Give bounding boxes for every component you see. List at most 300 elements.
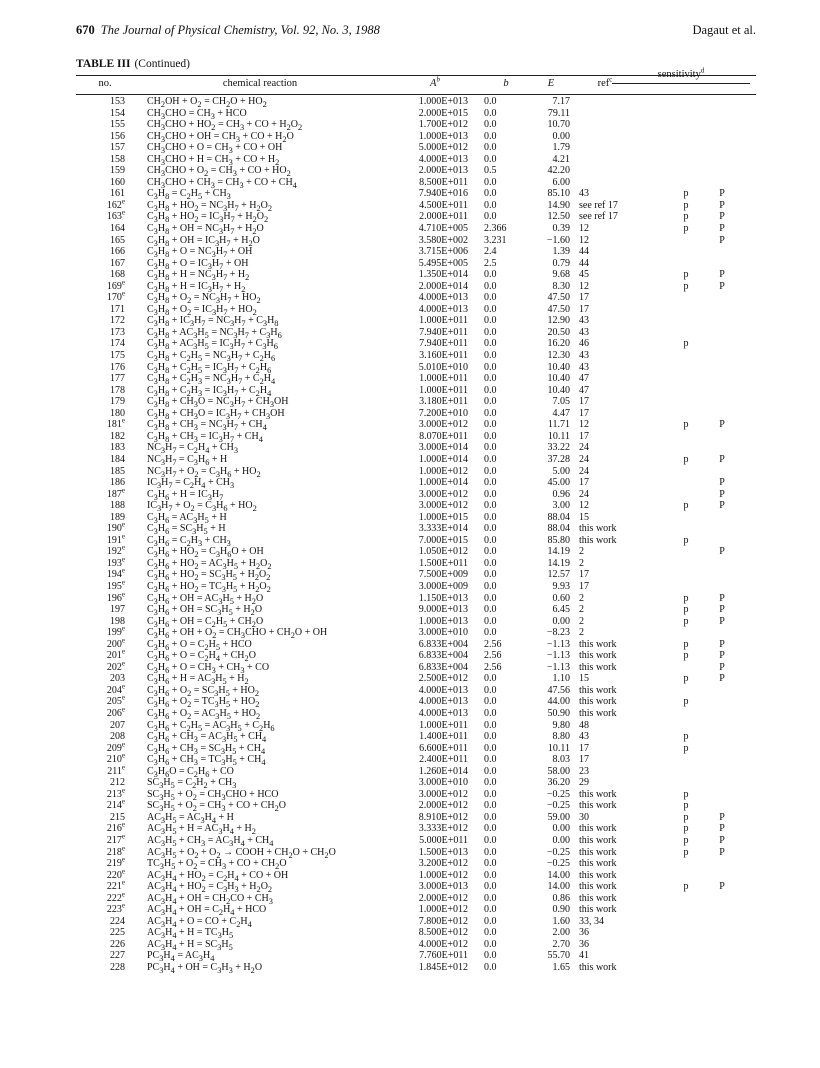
pre-exponential-A: 3.000E+010 — [418, 627, 468, 639]
activation-energy-E: 6.00 — [552, 176, 570, 188]
reference: 43 — [579, 188, 589, 200]
reaction-number: 176 — [110, 361, 125, 373]
reaction-equation: $SC_3H_5 = C_2H_2 + CH_3$ — [147, 777, 237, 791]
table-row — [0, 223, 820, 235]
reaction-number: 216e — [106, 821, 125, 835]
pre-exponential-A: 1.000E+011 — [419, 384, 468, 396]
temperature-exponent-b: 0.0 — [484, 569, 497, 581]
sensitivity-P: P — [719, 477, 725, 489]
reaction-number: 218e — [106, 844, 125, 858]
reaction-number: 200e — [106, 636, 125, 650]
reaction-equation: $NC_3H_7 = C_3H_6 + H$ — [147, 453, 228, 467]
sensitivity-p: p — [683, 188, 689, 200]
table-row — [0, 131, 820, 143]
pre-exponential-A: 1.000E+013 — [418, 130, 468, 142]
reaction-number: 181e — [106, 416, 125, 431]
reference: 46 — [579, 338, 589, 350]
col-header-no: no. — [98, 78, 112, 89]
temperature-exponent-b: 0.0 — [484, 511, 497, 523]
reaction-number: 199e — [106, 624, 125, 639]
reaction-number: 211e — [107, 763, 125, 777]
reference: this work — [579, 881, 617, 893]
temperature-exponent-b: 0.0 — [484, 927, 497, 939]
reaction-equation: $C_3H_6 = SC_3H_5 + H$ — [147, 523, 226, 537]
reaction-equation: $C_3H_8 + O_2 = IC_3H_7 + HO_2$ — [147, 303, 257, 317]
reaction-number: 198 — [110, 615, 125, 627]
pre-exponential-A: 1.000E+012 — [418, 904, 468, 916]
sensitivity-P: P — [719, 823, 725, 835]
activation-energy-E: 11.71 — [547, 419, 570, 431]
pre-exponential-A: 1.500E+013 — [418, 846, 468, 858]
sensitivity-p: p — [683, 269, 689, 281]
reaction-number: 173 — [110, 326, 125, 338]
reaction-number: 196e — [106, 590, 125, 604]
pre-exponential-A: 7.940E+011 — [419, 338, 468, 350]
pre-exponential-A: 1.845E+012 — [418, 962, 468, 974]
reaction-equation: $IC_3H_7 + O_2 = C_3H_6 + HO_2$ — [147, 500, 257, 514]
reference: 23 — [579, 765, 589, 777]
sensitivity-P: P — [719, 592, 725, 604]
reference: 47 — [579, 384, 589, 396]
activation-energy-E: 0.96 — [552, 488, 570, 500]
sensitivity-P: P — [719, 638, 725, 650]
activation-energy-E: 1.10 — [552, 673, 570, 685]
table-row — [0, 500, 820, 512]
temperature-exponent-b: 0.0 — [484, 719, 497, 731]
reference: 17 — [579, 407, 589, 419]
reaction-number: 154 — [110, 107, 125, 119]
activation-energy-E: 79.11 — [547, 107, 570, 119]
temperature-exponent-b: 0.5 — [484, 165, 497, 177]
temperature-exponent-b: 0.0 — [484, 673, 497, 685]
reaction-number: 225 — [110, 927, 125, 939]
reaction-number: 193e — [106, 555, 125, 569]
sensitivity-p: p — [683, 604, 689, 616]
reaction-number: 174 — [110, 338, 125, 350]
reaction-equation: $CH_3CHO$ + OH = $CH_3$ + CO + $H_2O$ — [147, 130, 294, 144]
temperature-exponent-b: 0.0 — [484, 361, 497, 373]
activation-energy-E: 3.00 — [552, 500, 570, 512]
temperature-exponent-b: 0.0 — [484, 684, 497, 696]
reaction-number: 195e — [106, 578, 125, 592]
temperature-exponent-b: 0.0 — [484, 280, 497, 292]
reaction-number: 213e — [106, 786, 125, 800]
reference: 17 — [579, 292, 589, 304]
pre-exponential-A: 8.070E+011 — [419, 430, 468, 442]
reaction-number: 160 — [110, 176, 125, 188]
sensitivity-p: p — [683, 280, 689, 292]
sensitivity-p: p — [683, 788, 689, 800]
sensitivity-p: p — [683, 534, 689, 546]
reaction-number: 159 — [110, 165, 125, 177]
reference: this work — [579, 788, 617, 800]
reference: this work — [579, 650, 617, 662]
reaction-number: 226 — [110, 938, 125, 950]
temperature-exponent-b: 0.0 — [484, 211, 497, 223]
activation-energy-E: 88.04 — [547, 523, 570, 535]
reaction-equation: $C_3H_8$ + OH = $IC_3H_7 + H_2O$ — [147, 234, 260, 248]
sensitivity-P: P — [719, 211, 725, 223]
activation-energy-E: 12.50 — [547, 211, 570, 223]
sensitivity-P: P — [719, 188, 725, 200]
activation-energy-E: 33.22 — [547, 442, 570, 454]
reaction-equation: $C_3H_6O = C_2H_6$ + CO — [147, 765, 234, 779]
temperature-exponent-b: 0.0 — [484, 950, 497, 962]
temperature-exponent-b: 0.0 — [484, 488, 497, 500]
pre-exponential-A: 3.715E+006 — [418, 246, 468, 258]
col-header-A — [400, 75, 470, 92]
activation-energy-E: 36.20 — [547, 777, 570, 789]
pre-exponential-A: 3.000E+010 — [418, 777, 468, 789]
reference: 2 — [579, 592, 584, 604]
reference: 48 — [579, 719, 589, 731]
sensitivity-P: P — [719, 500, 725, 512]
reaction-equation: $C_3H_6 + O_2 = TC_3H_5 + HO_2$ — [147, 696, 260, 710]
table-row — [0, 466, 820, 478]
sensitivity-P: P — [719, 223, 725, 235]
activation-energy-E: 0.86 — [552, 892, 570, 904]
reaction-equation: $C_3H_6$ + OH + $O_2 = CH_3CHO + CH_2O$ + OH — [147, 627, 328, 641]
temperature-exponent-b: 0.0 — [484, 315, 497, 327]
activation-energy-E: 2.00 — [552, 927, 570, 939]
temperature-exponent-b: 0.0 — [484, 442, 497, 454]
reference: this work — [579, 707, 617, 719]
reaction-equation: $C_3H_6 + C_2H_5 = AC_3H_5 + C_2H_6$ — [147, 719, 275, 733]
activation-energy-E: 7.17 — [552, 96, 570, 107]
activation-energy-E: 2.70 — [552, 938, 570, 950]
pre-exponential-A: 4.000E+013 — [418, 696, 468, 708]
reaction-equation: $AC_3H_5 + O_2 + O_2$ → COOH + $CH_2O + CH_2O$ — [147, 846, 336, 860]
reaction-number: 207 — [110, 719, 125, 731]
reference: 29 — [579, 777, 589, 789]
reaction-equation: $AC_3H_4 + H = TC_3H_5$ — [147, 927, 234, 941]
reaction-number: 202e — [106, 659, 125, 673]
table-row — [0, 235, 820, 247]
activation-energy-E: 9.68 — [552, 269, 570, 281]
pre-exponential-A: 4.000E+013 — [418, 303, 468, 315]
pre-exponential-A: 7.940E+016 — [418, 188, 468, 200]
reference: 12 — [579, 280, 589, 292]
sensitivity-p: p — [683, 453, 689, 465]
reference: see ref 17 — [579, 199, 618, 211]
table-row — [0, 720, 820, 732]
reaction-number: 158 — [110, 153, 125, 165]
reference: 17 — [579, 303, 589, 315]
temperature-exponent-b: 0.0 — [484, 523, 497, 535]
table-row — [0, 659, 820, 675]
reaction-equation: $PC_3H_4 = AC_3H_4$ — [147, 950, 215, 964]
pre-exponential-A: 1.050E+012 — [418, 546, 468, 558]
table-row — [0, 362, 820, 374]
pre-exponential-A: 7.200E+010 — [418, 407, 468, 419]
table-row — [0, 338, 820, 350]
reaction-number: 179 — [110, 396, 125, 408]
activation-energy-E: 42.20 — [547, 165, 570, 177]
pre-exponential-A: 7.940E+011 — [419, 326, 468, 338]
reaction-equation: $C_3H_6 + CH_3 = TC_3H_5 + CH_4$ — [147, 754, 266, 768]
reaction-number: 172 — [110, 315, 125, 327]
reaction-number: 209e — [106, 740, 125, 754]
reaction-number: 185 — [110, 465, 125, 477]
reference: this work — [579, 638, 617, 650]
temperature-exponent-b: 2.56 — [484, 650, 502, 662]
sensitivity-P: P — [719, 615, 725, 627]
pre-exponential-A: 3.000E+012 — [418, 488, 468, 500]
reaction-equation: $C_3H_6 + O_2 = SC_3H_5 + HO_2$ — [147, 684, 260, 698]
sensitivity-P: P — [719, 881, 725, 893]
sensitivity-P: P — [719, 811, 725, 823]
reference: 12 — [579, 223, 589, 235]
reference: 17 — [579, 477, 589, 489]
reaction-number: 161 — [110, 188, 125, 200]
reference: 17 — [579, 754, 589, 766]
pre-exponential-A: 6.833E+004 — [418, 650, 468, 662]
reaction-number: 165 — [110, 234, 125, 246]
pre-exponential-A: 4.500E+011 — [419, 199, 468, 211]
reaction-equation: $AC_3H_4 + HO_2 = C_2H_4$ + CO + OH — [147, 869, 289, 883]
reference: this work — [579, 962, 617, 974]
pre-exponential-A: 6.833E+004 — [418, 638, 468, 650]
reaction-number: 171 — [110, 303, 125, 315]
pre-exponential-A: 7.000E+015 — [418, 534, 468, 546]
reaction-equation: $CH_3CHO + HO_2 = CH_3$ + CO + $H_2O_2$ — [147, 119, 303, 133]
reaction-equation: $C_3H_6 + O = CH_3 + CH_3$ + CO — [147, 661, 270, 675]
pre-exponential-A: 5.010E+010 — [418, 361, 468, 373]
table-row — [0, 211, 820, 223]
pre-exponential-A: 3.000E+012 — [418, 500, 468, 512]
reaction-equation: $C_3H_8 + IC_3H_7 = NC_3H_7 + C_3H_8$ — [147, 315, 279, 329]
pre-exponential-A: 3.000E+009 — [418, 580, 468, 592]
reaction-equation: $C_3H_8 + C_2H_3 = IC_3H_7 + C_2H_4$ — [147, 384, 272, 398]
reference: 43 — [579, 731, 589, 743]
temperature-exponent-b: 0.0 — [484, 96, 497, 107]
reaction-equation: $C_3H_8 + AC_3H_5 = IC_3H_7 + C_3H_6$ — [147, 338, 278, 352]
activation-energy-E: 0.00 — [552, 130, 570, 142]
sensitivity-P: P — [719, 846, 725, 858]
activation-energy-E: 55.70 — [547, 950, 570, 962]
reaction-equation: $AC_3H_5 + CH_3 = AC_3H_4 + CH_4$ — [147, 835, 274, 848]
col-header-ref-sup: c — [609, 75, 613, 84]
pre-exponential-A: 3.180E+011 — [419, 396, 468, 408]
pre-exponential-A: 1.350E+014 — [418, 269, 468, 281]
reaction-number: 184 — [110, 453, 125, 465]
pre-exponential-A: 1.000E+011 — [419, 315, 468, 327]
reaction-equation: $CH_3CHO + CH_3 = CH_3$ + CO + $CH_4$ — [147, 176, 297, 190]
reaction-number: 175 — [110, 350, 125, 362]
temperature-exponent-b: 0.0 — [484, 869, 497, 881]
table-row — [0, 705, 820, 721]
table-title — [76, 58, 190, 70]
temperature-exponent-b: 0.0 — [484, 754, 497, 766]
reaction-number: 153 — [110, 96, 125, 107]
running-authors: Dagaut et al. — [692, 23, 756, 37]
reaction-number: 206e — [106, 705, 125, 719]
reaction-equation: $C_3H_6 + O = C_2H_4 + CH_2O$ — [147, 650, 256, 664]
activation-energy-E: 8.03 — [552, 754, 570, 766]
pre-exponential-A: 4.000E+013 — [418, 153, 468, 165]
pre-exponential-A: 6.833E+004 — [418, 661, 468, 673]
reference: see ref 17 — [579, 211, 618, 223]
sensitivity-P: P — [719, 835, 725, 846]
col-header-sensitivity — [612, 66, 750, 83]
reaction-equation: $AC_3H_4 + O$ = CO + $C_2H_4$ — [147, 915, 252, 929]
table-row — [0, 258, 820, 270]
table-row — [0, 604, 820, 616]
activation-energy-E: 9.93 — [552, 580, 570, 592]
reaction-number: 208 — [110, 731, 125, 743]
sensitivity-p: p — [683, 500, 689, 512]
pre-exponential-A: 1.000E+013 — [418, 96, 468, 107]
pre-exponential-A: 4.000E+013 — [418, 707, 468, 719]
reference: 17 — [579, 430, 589, 442]
reference: 36 — [579, 938, 589, 950]
reference: this work — [579, 523, 617, 535]
table-row — [0, 327, 820, 339]
table-row — [0, 373, 820, 385]
activation-energy-E: 20.50 — [547, 326, 570, 338]
reaction-equation: $C_3H_6 + O = C_2H_5$ + HCO — [147, 638, 252, 652]
reference: 24 — [579, 465, 589, 477]
reaction-equation: $C_3H_8 + H = IC_3H_7 + H_2$ — [147, 280, 246, 294]
reaction-equation: $AC_3H_4 + HO_2 = C_3H_3 + H_2O_2$ — [147, 881, 273, 895]
reference: 17 — [579, 569, 589, 581]
col-header-sensitivity-sup: d — [700, 66, 705, 75]
temperature-exponent-b: 2.5 — [484, 257, 497, 269]
pre-exponential-A: 1.400E+011 — [419, 731, 468, 743]
pre-exponential-A: 2.000E+013 — [418, 165, 468, 177]
reaction-number: 194e — [106, 567, 125, 581]
table-row — [0, 385, 820, 397]
reference: this work — [579, 892, 617, 904]
activation-energy-E: 47.50 — [547, 292, 570, 304]
reaction-equation: $C_3H_6 + CH_3 = AC_3H_5 + CH_4$ — [147, 731, 267, 745]
pre-exponential-A: 4.710E+005 — [418, 223, 468, 235]
pre-exponential-A: 1.500E+011 — [419, 557, 468, 569]
pre-exponential-A: 1.000E+014 — [418, 477, 468, 489]
sensitivity-p: p — [683, 742, 689, 754]
temperature-exponent-b: 0.0 — [484, 373, 497, 385]
reaction-number: 210e — [106, 751, 125, 766]
sensitivity-p: p — [683, 211, 689, 223]
col-header-E: E — [547, 78, 555, 89]
journal-citation: The Journal of Physical Chemistry, Vol. 92, No. 3, 1988 — [100, 23, 380, 37]
pre-exponential-A: 5.495E+005 — [418, 257, 468, 269]
reaction-equation: $AC_3H_5 + H = AC_3H_4 + H_2$ — [147, 823, 256, 837]
reaction-number: 191e — [106, 532, 125, 546]
activation-energy-E: 10.70 — [547, 119, 570, 131]
reference: 17 — [579, 580, 589, 592]
temperature-exponent-b: 0.0 — [484, 430, 497, 442]
reaction-number: 156 — [110, 130, 125, 142]
activation-energy-E: 10.11 — [547, 742, 570, 754]
table-row — [0, 431, 820, 443]
activation-energy-E: −0.25 — [546, 858, 570, 870]
col-header-ref-text: ref — [597, 78, 610, 89]
reference: 44 — [579, 246, 589, 258]
pre-exponential-A: 9.000E+013 — [418, 604, 468, 616]
reaction-number: 214e — [106, 798, 125, 812]
temperature-exponent-b: 0.0 — [484, 592, 497, 604]
reaction-equation: $NC_3H_7 = C_2H_4 + CH_3$ — [147, 442, 239, 456]
temperature-exponent-b: 0.0 — [484, 477, 497, 489]
reference: this work — [579, 823, 617, 835]
table-row — [0, 304, 820, 316]
pre-exponential-A: 1.000E+015 — [418, 511, 468, 523]
activation-energy-E: −1.60 — [546, 234, 570, 246]
reaction-equation: $C_3H_8 + CH_3O = IC_3H_7 + CH_3OH$ — [147, 407, 285, 421]
table-row — [0, 901, 820, 918]
temperature-exponent-b: 0.0 — [484, 119, 497, 131]
table-row — [0, 108, 820, 120]
activation-energy-E: 85.10 — [547, 188, 570, 200]
table-body — [0, 96, 820, 974]
reaction-number: 178 — [110, 384, 125, 396]
reaction-number: 162e — [106, 197, 125, 211]
activation-energy-E: 37.28 — [547, 453, 570, 465]
reaction-equation: $C_3H_8 + CH_3O = NC_3H_7 + CH_3OH$ — [147, 396, 289, 410]
reaction-number: 187e — [106, 486, 125, 500]
pre-exponential-A: 1.000E+012 — [418, 869, 468, 881]
activation-energy-E: 16.20 — [547, 338, 570, 350]
reference: 15 — [579, 511, 589, 523]
reaction-number: 223e — [106, 901, 125, 916]
activation-energy-E: 44.00 — [547, 696, 570, 708]
reaction-equation: $C_3H_6 + HO_2 = C_3H_6O$ + OH — [147, 546, 264, 560]
reaction-equation: $C_3H_8 + C_2H_3 = NC_3H_7 + C_2H_4$ — [147, 373, 276, 387]
temperature-exponent-b: 0.0 — [484, 938, 497, 950]
reference: 45 — [579, 269, 589, 281]
reaction-number: 177 — [110, 373, 125, 385]
temperature-exponent-b: 0.0 — [484, 153, 497, 165]
temperature-exponent-b: 0.0 — [484, 707, 497, 719]
pre-exponential-A: 4.000E+012 — [418, 938, 468, 950]
temperature-exponent-b: 0.0 — [484, 142, 497, 154]
temperature-exponent-b: 0.0 — [484, 962, 497, 974]
activation-energy-E: 50.90 — [547, 707, 570, 719]
reaction-equation: $C_3H_6$ + OH = $AC_3H_5 + H_2O$ — [147, 592, 264, 606]
sensitivity-P: P — [719, 650, 725, 662]
pre-exponential-A: 2.000E+014 — [418, 280, 468, 292]
activation-energy-E: 0.60 — [552, 592, 570, 604]
reaction-number: 169e — [106, 278, 125, 292]
activation-energy-E: 10.11 — [547, 430, 570, 442]
sensitivity-p: p — [683, 811, 689, 823]
reaction-number: 212 — [110, 777, 125, 789]
reference: 15 — [579, 673, 589, 685]
pre-exponential-A: 8.910E+012 — [418, 811, 468, 823]
sensitivity-p: p — [683, 419, 689, 431]
activation-energy-E: 14.90 — [547, 199, 570, 211]
reaction-number: 224 — [110, 915, 125, 927]
temperature-exponent-b: 0.0 — [484, 176, 497, 188]
temperature-exponent-b: 0.0 — [484, 765, 497, 777]
table-row — [0, 289, 820, 306]
activation-energy-E: 0.00 — [552, 823, 570, 835]
reaction-equation: $AC_3H_4 + H = SC_3H_5$ — [147, 938, 233, 952]
reference: 2 — [579, 604, 584, 616]
table-row — [0, 950, 820, 962]
temperature-exponent-b: 2.4 — [484, 246, 497, 258]
reference: 24 — [579, 453, 589, 465]
reaction-equation: $AC_3H_5 = AC_3H_4 + H$ — [147, 811, 234, 825]
temperature-exponent-b: 0.0 — [484, 858, 497, 870]
reference: this work — [579, 684, 617, 696]
reference: 12 — [579, 419, 589, 431]
reaction-equation: $CH_3CHO + H = CH_3$ + CO + $H_2$ — [147, 153, 280, 167]
temperature-exponent-b: 0.0 — [484, 338, 497, 350]
pre-exponential-A: 1.700E+012 — [418, 119, 468, 131]
sensitivity-p: p — [683, 823, 689, 835]
